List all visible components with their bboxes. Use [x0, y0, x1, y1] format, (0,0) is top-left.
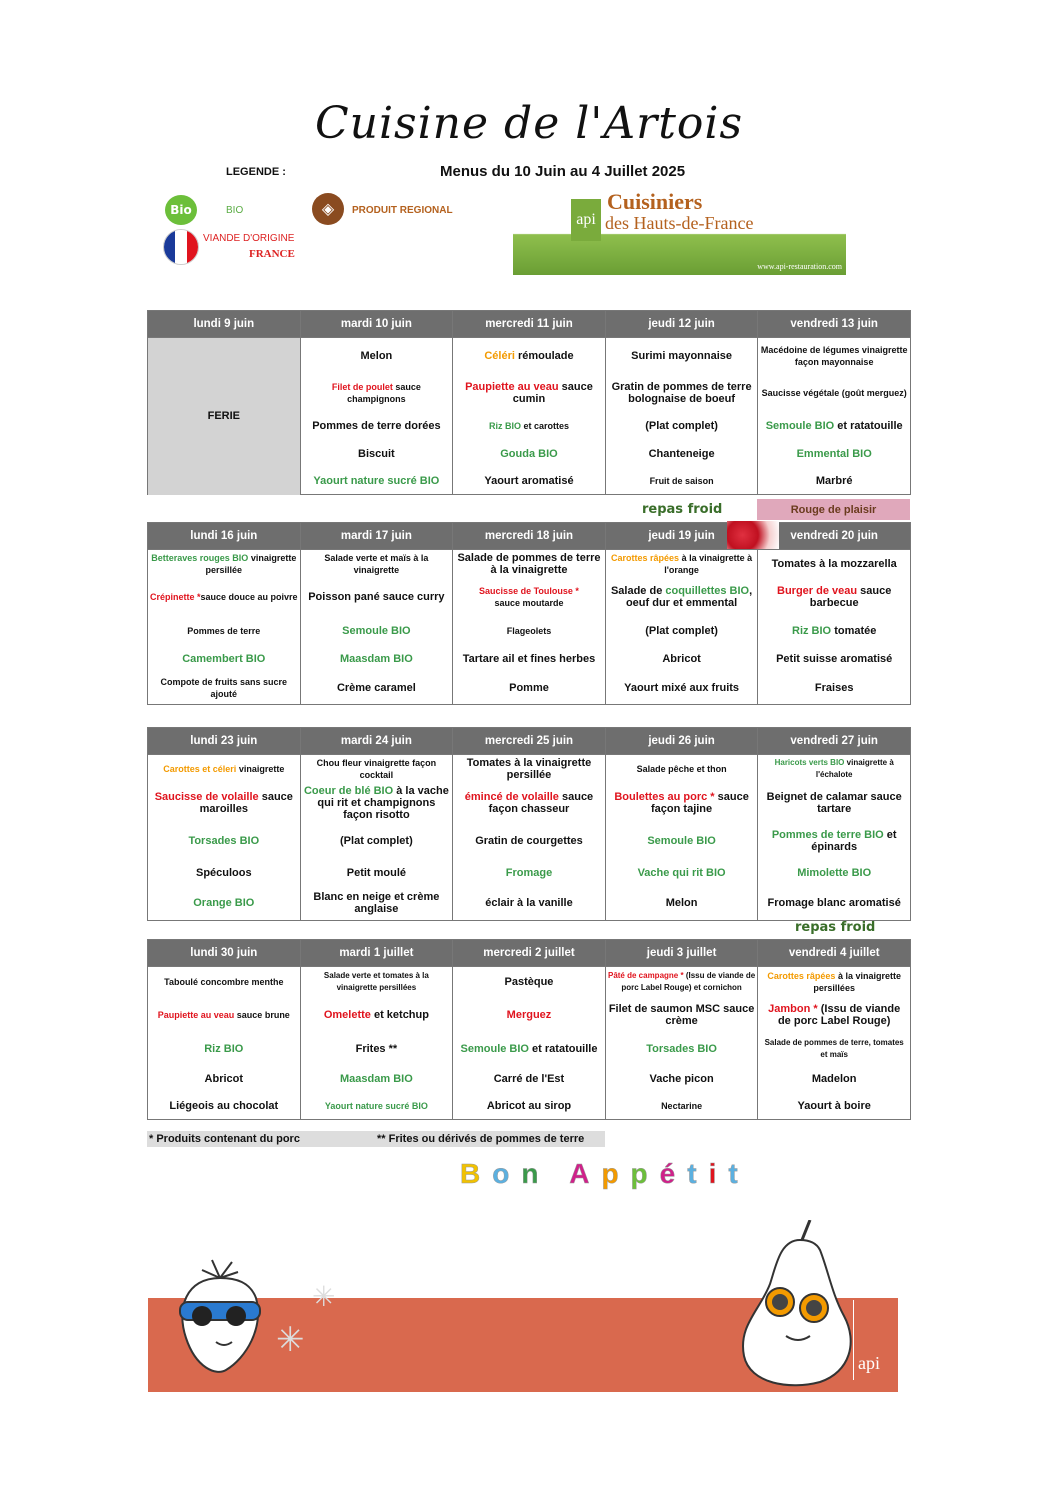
- menu-cell: Semoule BIO: [300, 617, 453, 645]
- cell-part-rest: et carottes: [520, 421, 569, 431]
- menu-cell: [758, 997, 911, 1033]
- cell-part-rest: rémoulade: [514, 350, 574, 362]
- menu-cell: [605, 577, 758, 617]
- brand-name-2: des Hauts-de-France: [605, 213, 754, 233]
- bon-appetit-letter: [550, 1158, 569, 1189]
- france-flag-icon: [163, 229, 199, 265]
- day-header: jeudi 3 juillet: [605, 940, 758, 967]
- bon-appetit-letter: B: [460, 1158, 493, 1189]
- menu-cell: Saucisse végétale (goût merguez): [758, 374, 911, 412]
- menu-cell: [758, 577, 911, 617]
- cell-part: Semoule BIO: [765, 420, 835, 432]
- menu-cell: [148, 997, 301, 1033]
- cell-part: sauce barbecue: [809, 585, 892, 609]
- cell-part: Filet de poulet: [331, 382, 393, 392]
- cell-part: Carottes râpées: [767, 971, 836, 981]
- menu-cell: Vache picon: [605, 1065, 758, 1092]
- menu-cell: Biscuit: [300, 440, 453, 467]
- menu-cell: Chanteneige: [605, 440, 758, 467]
- cell-part: sauce brune: [236, 1010, 290, 1020]
- bon-appetit-letter: p: [630, 1158, 660, 1189]
- cell-part: Saucisse de volaille: [154, 791, 259, 803]
- menu-cell: Marbré: [758, 467, 911, 495]
- menu-cell: [605, 374, 758, 412]
- cell-part: , oeuf dur et emmental: [625, 585, 753, 609]
- menu-cell: (Plat complet): [605, 617, 758, 645]
- cell-part: et épinards: [811, 829, 897, 853]
- cell-part: Saucisse de Toulouse *: [479, 586, 579, 596]
- menu-cell: [453, 412, 606, 440]
- menu-cell: Frites **: [300, 1033, 453, 1065]
- menu-cell: Yaourt mixé aux fruits: [605, 672, 758, 705]
- ferie-cell: FERIE: [148, 338, 301, 495]
- menu-week-1: [147, 310, 911, 495]
- menu-cell: [605, 967, 758, 998]
- cell-part: coquillettes BIO: [665, 585, 750, 597]
- menu-cell: Spéculoos: [148, 859, 301, 886]
- menu-cell: Madelon: [758, 1065, 911, 1092]
- day-header: vendredi 13 juin: [758, 311, 911, 338]
- menu-cell: (Plat complet): [605, 412, 758, 440]
- legend-regional-label: PRODUIT REGIONAL: [352, 205, 453, 216]
- cell-part: Riz BIO: [488, 421, 521, 431]
- repas-froid-label: repas froid: [642, 502, 723, 517]
- menu-cell: Compote de fruits sans sucre ajouté: [148, 672, 301, 705]
- day-header: jeudi 26 juin: [605, 728, 758, 755]
- menu-cell: [758, 823, 911, 859]
- regional-product-icon: ◈: [312, 193, 344, 225]
- cell-part: Jambon *: [768, 1003, 818, 1015]
- menu-cell: Salade verte et tomates à la vinaigrette persillées: [300, 967, 453, 998]
- menu-cell: Maasdam BIO: [300, 645, 453, 672]
- menu-cell: [300, 783, 453, 823]
- bon-appetit-letter: t: [687, 1158, 709, 1189]
- menu-cell: Yaourt à boire: [758, 1092, 911, 1120]
- menu-cell: [453, 577, 606, 617]
- menu-cell: Camembert BIO: [148, 645, 301, 672]
- menu-cell: Yaourt nature sucré BIO: [300, 1092, 453, 1120]
- cell-part: vinaigrette persillée: [205, 552, 297, 575]
- menu-cell: Filet de saumon MSC sauce crème: [605, 997, 758, 1033]
- cell-part: Coeur de blé BIO: [303, 785, 394, 797]
- bon-appetit-letter: é: [659, 1158, 688, 1189]
- cell-part: vinaigrette à l'échalote: [815, 758, 894, 779]
- bon-appetit-letter: o: [492, 1158, 522, 1189]
- cell-part: Paupiette au veau: [157, 1010, 235, 1020]
- menu-cell: [453, 1033, 606, 1065]
- pear-illustration-icon: [730, 1220, 860, 1390]
- bon-appetit-letter: A: [569, 1158, 602, 1189]
- day-header: jeudi 12 juin: [605, 311, 758, 338]
- menu-cell: Beignet de calamar sauce tartare: [758, 783, 911, 823]
- menu-cell: [758, 412, 911, 440]
- bon-appetit-letter: i: [708, 1158, 729, 1189]
- menu-cell: Riz BIO: [148, 1033, 301, 1065]
- cell-part: Crépinette *: [150, 592, 201, 602]
- day-header: jeudi 19 juin: [605, 523, 758, 550]
- cell-part: Pâté de campagne *: [607, 971, 684, 980]
- cell-part: à la vinaigrette à l'orange: [664, 552, 753, 575]
- menu-cell: [758, 617, 911, 645]
- menu-cell: Semoule BIO: [605, 823, 758, 859]
- menu-cell: Fromage blanc aromatisé: [758, 886, 911, 921]
- menu-cell: Mimolette BIO: [758, 859, 911, 886]
- menu-cell: Blanc en neige et crème anglaise: [300, 886, 453, 921]
- day-header: mercredi 2 juillet: [453, 940, 606, 967]
- day-header: mercredi 25 juin: [453, 728, 606, 755]
- menu-week-3: [147, 727, 911, 921]
- menu-cell: Chou fleur vinaigrette façon cocktail: [300, 755, 453, 784]
- cell-part-rest: bolognaise de boeuf: [628, 393, 736, 405]
- cell-part-rest: et ratatouille: [834, 420, 903, 432]
- day-header: mardi 24 juin: [300, 728, 453, 755]
- cell-part: et ketchup: [373, 1009, 429, 1021]
- menu-cell: (Plat complet): [300, 823, 453, 859]
- cell-part: Semoule BIO: [460, 1043, 529, 1055]
- menu-cell: Gratin de courgettes: [453, 823, 606, 859]
- menu-cell: Emmental BIO: [758, 440, 911, 467]
- cell-part: émincé de volaille: [464, 791, 559, 803]
- cell-part: (Issu de viande de porc Label Rouge) et cornichon: [621, 971, 756, 992]
- menu-cell: Fromage: [453, 859, 606, 886]
- menu-cell: Tomates à la vinaigrette persillée: [453, 755, 606, 784]
- cell-part: sauce maroilles: [199, 791, 293, 815]
- cell-part: Omelette: [323, 1009, 371, 1021]
- day-header: mercredi 11 juin: [453, 311, 606, 338]
- bon-appetit-letter: n: [521, 1158, 551, 1189]
- day-header: mardi 10 juin: [300, 311, 453, 338]
- legend-heading: LEGENDE :: [226, 166, 286, 178]
- menu-cell: Macédoine de légumes vinaigrette façon mayonnaise: [758, 338, 911, 375]
- cell-part: sauce moutarde: [494, 598, 564, 608]
- menu-cell: Surimi mayonnaise: [605, 338, 758, 375]
- menu-cell: [300, 997, 453, 1033]
- menu-cell: Salade de pommes de terre à la vinaigrette: [453, 550, 606, 578]
- menu-cell: Yaourt nature sucré BIO: [300, 467, 453, 495]
- menu-cell: [148, 577, 301, 617]
- day-header: lundi 23 juin: [148, 728, 301, 755]
- menu-cell: [148, 755, 301, 784]
- page-title: Cuisine de l'Artois: [314, 98, 744, 149]
- menu-cell: Crème caramel: [300, 672, 453, 705]
- menu-cell: éclair à la vanille: [453, 886, 606, 921]
- cell-part: et ratatouille: [532, 1043, 598, 1055]
- cell-part: Pommes de terre BIO: [771, 829, 884, 841]
- menu-cell: Petit moulé: [300, 859, 453, 886]
- menu-cell: Pomme: [453, 672, 606, 705]
- day-header: vendredi 27 juin: [758, 728, 911, 755]
- api-corner-text: api: [858, 1353, 880, 1373]
- api-badge: api: [571, 199, 601, 241]
- menu-cell: Pommes de terre: [148, 617, 301, 645]
- cell-part-rest: sauce champignons: [347, 382, 421, 404]
- cell-part: à la vache qui rit et champignons façon risotto: [317, 785, 449, 821]
- menu-cell: Torsades BIO: [148, 823, 301, 859]
- day-header: mardi 17 juin: [300, 523, 453, 550]
- cell-part: Betteraves rouges BIO: [151, 552, 249, 563]
- menu-cell: Gouda BIO: [453, 440, 606, 467]
- brand-url: www.api-restauration.com: [757, 262, 842, 271]
- menu-cell: [758, 967, 911, 998]
- menu-period: Menus du 10 Juin au 4 Juillet 2025: [440, 163, 686, 180]
- cell-part: Carottes et céleri: [163, 764, 237, 774]
- menu-cell: [300, 374, 453, 412]
- menu-cell: Tomates à la mozzarella: [758, 550, 911, 578]
- menu-cell: [453, 374, 606, 412]
- star-anise-icon-2: ✳: [276, 1321, 305, 1359]
- menu-cell: Torsades BIO: [605, 1033, 758, 1065]
- strawberry-illustration-icon: [176, 1258, 264, 1378]
- menu-cell: Salade verte et maïs à la vinaigrette: [300, 550, 453, 578]
- menu-cell: Abricot: [605, 645, 758, 672]
- cell-part: Salade de: [610, 585, 663, 597]
- menu-week-2: [147, 522, 911, 705]
- day-header: vendredi 4 juillet: [758, 940, 911, 967]
- day-header: mercredi 18 juin: [453, 523, 606, 550]
- cell-part: Gratin de pommes de terre: [611, 381, 752, 393]
- cell-part: Riz BIO: [792, 625, 832, 637]
- menu-cell: Abricot: [148, 1065, 301, 1092]
- day-header: lundi 30 juin: [148, 940, 301, 967]
- cell-part: sauce douce au poivre: [200, 592, 298, 602]
- menu-cell: Merguez: [453, 997, 606, 1033]
- menu-cell: Salade de pommes de terre, tomates et maïs: [758, 1033, 911, 1065]
- day-header: lundi 16 juin: [148, 523, 301, 550]
- legend-viande-label-2: FRANCE: [249, 248, 295, 260]
- cell-part: à la vinaigrette persillées: [813, 971, 901, 993]
- menu-cell: Taboulé concombre menthe: [148, 967, 301, 998]
- cell-part: Carottes râpées: [611, 552, 680, 563]
- menu-cell: [453, 783, 606, 823]
- menu-cell: [758, 755, 911, 784]
- menu-cell: Liégeois au chocolat: [148, 1092, 301, 1120]
- cell-part: Burger de veau: [777, 585, 858, 597]
- bon-appetit-letter: p: [601, 1158, 631, 1189]
- star-anise-icon: ✳: [312, 1281, 336, 1312]
- cell-part-rest: sauce cumin: [512, 381, 593, 405]
- menu-cell: Poisson pané sauce curry: [300, 577, 453, 617]
- footnote-porc: * Produits contenant du porc: [149, 1133, 300, 1145]
- legend-viande-label: VIANDE D'ORIGINE: [203, 233, 295, 244]
- brand-name-1: Cuisiniers: [607, 189, 703, 214]
- menu-cell: Petit suisse aromatisé: [758, 645, 911, 672]
- cell-part: vinaigrette: [238, 764, 285, 774]
- bio-logo-icon: Bio: [165, 195, 197, 225]
- menu-cell: Abricot au sirop: [453, 1092, 606, 1120]
- day-header: mardi 1 juillet: [300, 940, 453, 967]
- cell-part: sauce façon chasseur: [488, 791, 594, 815]
- menu-cell: Yaourt aromatisé: [453, 467, 606, 495]
- api-banner-logo: [513, 183, 846, 275]
- menu-cell: [605, 783, 758, 823]
- menu-cell: [453, 338, 606, 375]
- cell-part: Haricots verts BIO: [774, 758, 845, 767]
- menu-cell: [148, 550, 301, 578]
- menu-cell: Pastèque: [453, 967, 606, 998]
- day-header: vendredi 20 juin: [758, 523, 911, 550]
- red-fruits-image: [727, 521, 779, 549]
- bon-appetit-text: [460, 1158, 750, 1190]
- menu-cell: [148, 783, 301, 823]
- footnote-frites: ** Frites ou dérivés de pommes de terre: [377, 1133, 585, 1145]
- cell-part: Céléri: [484, 350, 515, 362]
- cell-part: Boulettes au porc *: [614, 791, 715, 803]
- repas-froid-label-2: repas froid: [795, 920, 876, 935]
- legend-bio-label: BIO: [226, 205, 244, 216]
- menu-cell: Flageolets: [453, 617, 606, 645]
- rouge-de-plaisir-badge: Rouge de plaisir: [757, 499, 910, 520]
- cell-part: Paupiette au veau: [465, 381, 559, 393]
- bon-appetit-letter: t: [728, 1158, 750, 1189]
- menu-cell: Fraises: [758, 672, 911, 705]
- menu-cell: Carré de l'Est: [453, 1065, 606, 1092]
- menu-cell: Nectarine: [605, 1092, 758, 1120]
- cell-part: tomatée: [834, 625, 877, 637]
- menu-cell: Fruit de saison: [605, 467, 758, 495]
- menu-cell: Salade pêche et thon: [605, 755, 758, 784]
- cell-part: sauce façon tajine: [651, 791, 749, 815]
- cell-part: (Issu de viande de porc Label Rouge): [777, 1003, 901, 1027]
- menu-cell: Maasdam BIO: [300, 1065, 453, 1092]
- menu-cell: Melon: [300, 338, 453, 375]
- menu-cell: Orange BIO: [148, 886, 301, 921]
- footnotes: [147, 1131, 605, 1147]
- menu-cell: Vache qui rit BIO: [605, 859, 758, 886]
- menu-week-4: [147, 939, 911, 1120]
- menu-cell: [605, 550, 758, 578]
- menu-cell: Melon: [605, 886, 758, 921]
- day-header: lundi 9 juin: [148, 311, 301, 338]
- menu-cell: Tartare ail et fines herbes: [453, 645, 606, 672]
- menu-cell: Pommes de terre dorées: [300, 412, 453, 440]
